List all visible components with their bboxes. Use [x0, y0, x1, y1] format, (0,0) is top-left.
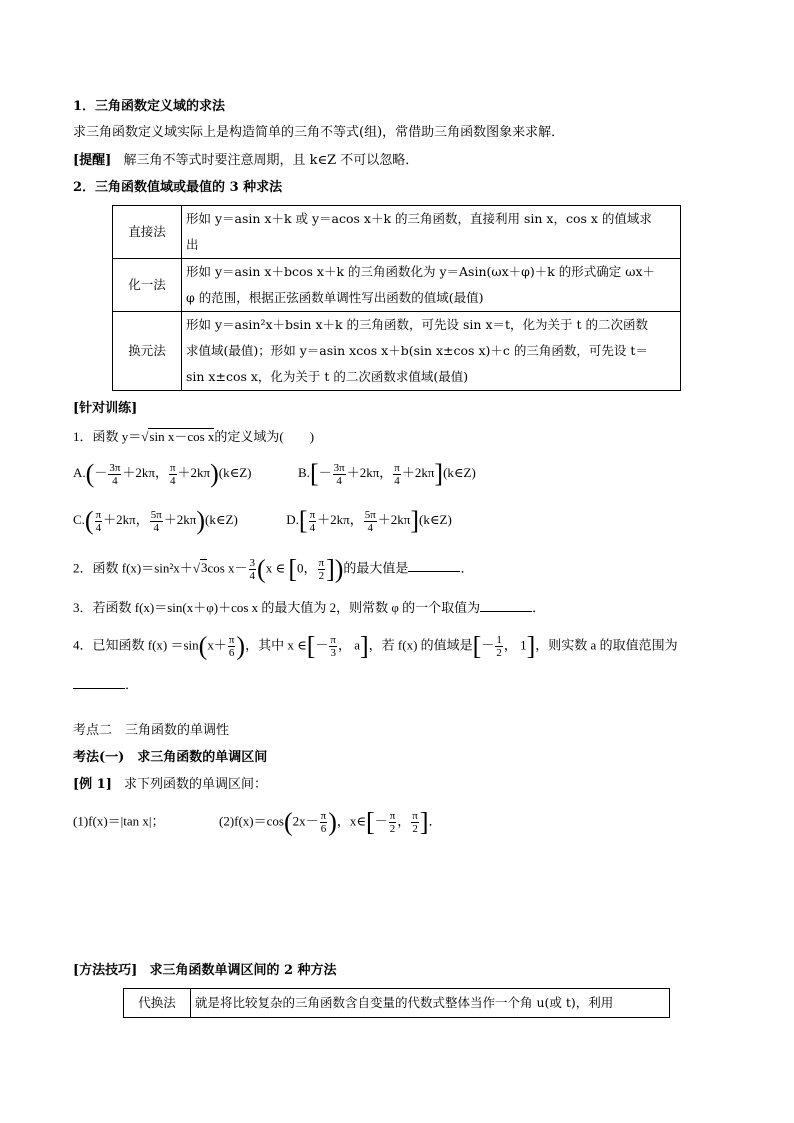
tip-text: 解三角不等式时要注意周期，且 k∈Z 不可以忽略． [123, 153, 419, 168]
table-row [113, 259, 681, 312]
method-desc: 形如 y＝asin²x＋bsin x＋k 的三角函数，可先设 sin x＝t，化为关于 t 的二次函数 求值域(最值)；形如 y＝asin xcos x＋b(sin x±cos x)＋c 的三角函数，可先设 t＝ sin x±cos x，化为关于 t 的二次函数求值域(最值) [182, 312, 681, 391]
method-desc: 形如 y＝asin x＋bcos x＋k 的三角函数化为 y＝Asin(ωx＋φ)＋k 的形式确定 ωx＋ φ 的范围，根据正弦函数单调性写出函数的值域(最值) [182, 259, 681, 312]
section1-body: 求三角函数定义域实际上是构造简单的三角不等式(组)，常借助三角函数图象来求解． [73, 125, 565, 140]
techniques-heading: [方法技巧] 求三角函数单调区间的 2 种方法 [73, 963, 337, 978]
method-name: 化一法 [113, 259, 182, 312]
technique-desc: 就是将比较复杂的三角函数含自变量的代数式整体当作一个角 u(或 t)，利用 [191, 989, 670, 1018]
example-parts: (1)f(x)＝|tan x|； (2)f(x)＝cos(2x－ $\frac{\pi}{6}$ )，x∈[－ $\frac{\pi}{2}$ ， $\frac{\pi}{2}$ ]． [73, 807, 442, 837]
method-name: 换元法 [113, 312, 182, 391]
q1-options-row1 [73, 459, 476, 489]
option-a: A.(－ $\frac{3\pi}{4}$ ＋2kπ， $\frac{\pi}{4}$ ＋2kπ)(k∈Z) [73, 459, 252, 489]
section1-tip [73, 152, 418, 170]
question-1: 1．函数 y＝√sin x－cos x的定义域为( ) [73, 429, 315, 444]
answer-blank[interactable] [480, 597, 532, 612]
training-label: [针对训练] [73, 401, 138, 416]
table-row [113, 312, 681, 391]
techniques-table [123, 988, 670, 1018]
methods-table [112, 205, 681, 391]
radicand: sin x－cos x [149, 429, 215, 444]
table-row [124, 989, 670, 1018]
section1-heading: 1．三角函数定义域的求法 [73, 99, 226, 114]
kaodian-title: 考点二 三角函数的单调性 [73, 723, 230, 738]
technique-name: 代换法 [124, 989, 191, 1018]
tip-label: [提醒] [73, 153, 112, 168]
method-heading: 考法(一) 求三角函数的单调区间 [73, 750, 268, 765]
answer-blank[interactable] [73, 674, 125, 689]
method-name: 直接法 [113, 206, 182, 259]
option-b: B.[－ $\frac{3\pi}{4}$ ＋2kπ， $\frac{\pi}{4}$ ＋2kπ](k∈Z) [298, 459, 476, 489]
option-d: D.[ $\frac{\pi}{4}$ ＋2kπ， $\frac{5\pi}{4}$ ＋2kπ](k∈Z) [286, 506, 452, 536]
section2-heading: 2．三角函数值域或最值的 3 种求法 [73, 180, 283, 195]
option-c: C.( $\frac{\pi}{4}$ ＋2kπ， $\frac{5\pi}{4}$ ＋2kπ)(k∈Z) [73, 506, 238, 536]
example-1: [例 1] 求下列函数的单调区间： [73, 777, 268, 792]
q1-options-row2 [73, 506, 452, 536]
table-row [113, 206, 681, 259]
question-2: 2．函数 f(x)＝sin²x＋√3cos x－ $\frac{3}{4}$ (x ∈ [0， $\frac{\pi}{2}$ ])的最大值是 ． [73, 554, 474, 584]
question-4: 4．已知函数 f(x) ＝sin(x＋ $\frac{\pi}{6}$ )，其中 x ∈[－ $\frac{\pi}{3}$ ， a]，若 f(x) 的值域是[－ $\frac{1}{2}$ ， 1]，则实数 a 的取值范围为 [73, 631, 678, 661]
question-3: 3．若函数 f(x)＝sin(x＋φ)＋cos x 的最大值为 2，则常数 φ 的一个取值为 ． [73, 597, 545, 617]
question-4-answer: ． [73, 674, 138, 695]
method-desc: 形如 y＝asin x＋k 或 y＝acos x＋k 的三角函数，直接利用 sin x，cos x 的值域求 出 [182, 206, 681, 259]
answer-blank[interactable] [408, 557, 460, 572]
